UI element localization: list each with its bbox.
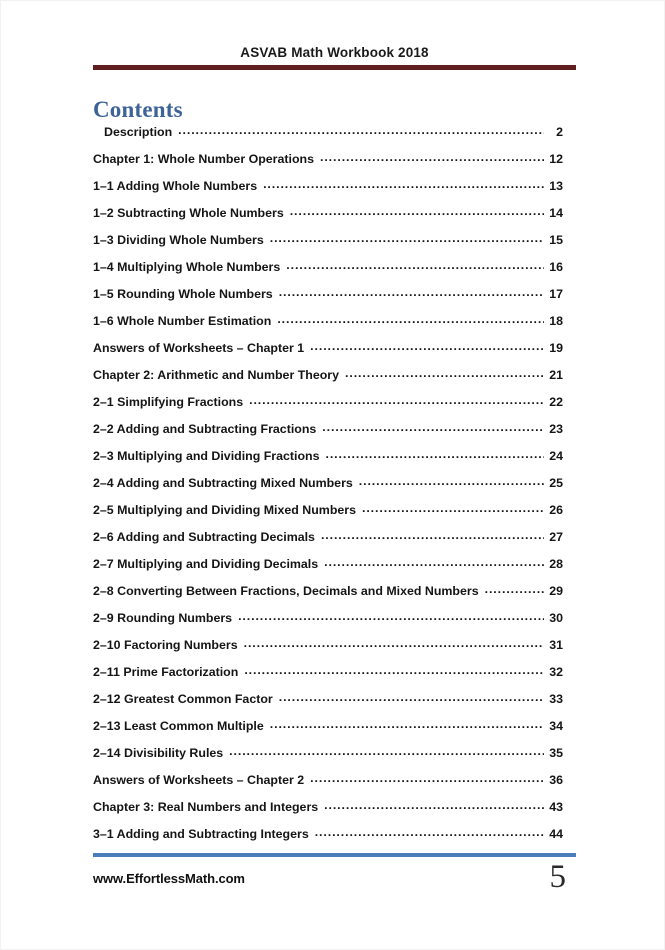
toc-entry-label: Chapter 2: Arithmetic and Number Theory (93, 368, 340, 382)
toc-entry[interactable] (93, 664, 563, 691)
toc-entry-page-number: 32 (549, 665, 563, 679)
toc-dot-leader (321, 529, 544, 541)
toc-entry[interactable] (93, 475, 563, 502)
toc-dot-leader (244, 637, 544, 649)
toc-dot-leader (178, 124, 544, 136)
toc-entry-page-number: 24 (549, 449, 563, 463)
page-title: Contents (93, 97, 183, 122)
toc-entry-label: 2–6 Adding and Subtracting Decimals (93, 530, 315, 544)
toc-dot-leader (244, 664, 544, 676)
toc-entry[interactable] (93, 826, 563, 853)
toc-entry[interactable] (93, 286, 563, 313)
toc-entry-label: 2–14 Divisibility Rules (93, 746, 224, 760)
toc-entry[interactable] (93, 502, 563, 529)
toc-entry-page-number: 12 (549, 152, 563, 166)
toc-dot-leader (279, 286, 544, 298)
page-header (93, 45, 576, 70)
toc-entry-label: 1–4 Multiplying Whole Numbers (93, 260, 281, 274)
toc-dot-leader (320, 151, 544, 163)
toc-dot-leader (279, 691, 544, 703)
page-number: 5 (549, 859, 566, 895)
toc-entry-label: 2–1 Simplifying Fractions (93, 395, 244, 409)
toc-entry[interactable] (93, 583, 563, 610)
toc-entry-label: 2–13 Least Common Multiple (93, 719, 264, 733)
toc-entry[interactable] (93, 313, 563, 340)
toc-entry-page-number: 28 (549, 557, 563, 571)
toc-entry-page-number: 35 (549, 746, 563, 760)
toc-entry[interactable] (93, 637, 563, 664)
toc-entry-label: Chapter 1: Whole Number Operations (93, 152, 314, 166)
toc-entry-label: Chapter 3: Real Numbers and Integers (93, 800, 319, 814)
toc-dot-leader (359, 475, 544, 487)
toc-dot-leader (362, 502, 544, 514)
toc-entry-page-number: 16 (549, 260, 563, 274)
toc-entry-page-number: 23 (549, 422, 563, 436)
toc-dot-leader (277, 313, 544, 325)
toc-entry[interactable] (93, 745, 563, 772)
toc-entry-page-number: 13 (549, 179, 563, 193)
toc-entry-label: 2–5 Multiplying and Dividing Mixed Numbers (93, 503, 356, 517)
toc-entry-label: 2–9 Rounding Numbers (93, 611, 233, 625)
toc-entry-page-number: 36 (549, 773, 563, 787)
toc-entry-page-number: 34 (549, 719, 563, 733)
toc-entry-label: 2–2 Adding and Subtracting Fractions (93, 422, 317, 436)
toc-entry-label: Answers of Worksheets – Chapter 1 (93, 341, 305, 355)
toc-entry-page-number: 22 (549, 395, 563, 409)
toc-dot-leader (326, 448, 545, 460)
toc-entry[interactable] (93, 691, 563, 718)
toc-entry-label: 3–1 Adding and Subtracting Integers (93, 827, 309, 841)
toc-dot-leader (485, 583, 544, 595)
toc-entry-label: 1–1 Adding Whole Numbers (93, 179, 258, 193)
footer-rule (93, 853, 576, 857)
toc-entry[interactable] (93, 151, 563, 178)
toc-entry-label: 1–6 Whole Number Estimation (93, 314, 272, 328)
toc-entry-page-number: 14 (549, 206, 563, 220)
toc-entry-label: 2–10 Factoring Numbers (93, 638, 238, 652)
toc-entry-page-number: 19 (549, 341, 563, 355)
toc-entry-page-number: 27 (549, 530, 563, 544)
toc-entry[interactable] (93, 205, 563, 232)
toc-dot-leader (286, 259, 544, 271)
header-title: ASVAB Math Workbook 2018 (240, 45, 429, 60)
toc-dot-leader (345, 367, 544, 379)
toc-entry-page-number: 25 (549, 476, 563, 490)
toc-entry-label: 2–8 Converting Between Fractions, Decimals and Mixed Numbers (93, 584, 479, 598)
toc-dot-leader (238, 610, 544, 622)
toc-entry[interactable] (93, 394, 563, 421)
toc-entry-page-number: 33 (549, 692, 563, 706)
toc-entry-page-number: 15 (549, 233, 563, 247)
toc-entry-page-number: 2 (556, 125, 563, 139)
toc-entry-page-number: 31 (549, 638, 563, 652)
toc-entry[interactable] (93, 367, 563, 394)
toc-entry[interactable] (93, 232, 563, 259)
toc-dot-leader (310, 772, 544, 784)
toc-dot-leader (324, 556, 544, 568)
toc-dot-leader (229, 745, 544, 757)
toc-dot-leader (270, 232, 544, 244)
toc-entry[interactable] (93, 610, 563, 637)
toc-entry[interactable] (93, 448, 563, 475)
toc-dot-leader (270, 718, 544, 730)
toc-entry-label: 2–11 Prime Factorization (93, 665, 239, 679)
toc-entry-label: Description (104, 125, 173, 139)
toc-entry-label: 1–3 Dividing Whole Numbers (93, 233, 264, 247)
toc-entry[interactable] (93, 259, 563, 286)
toc-entry-label: 2–3 Multiplying and Dividing Fractions (93, 449, 320, 463)
page-footer (93, 853, 576, 905)
toc-dot-leader (310, 340, 544, 352)
toc-entry-page-number: 30 (549, 611, 563, 625)
toc-entry[interactable] (93, 124, 563, 151)
table-of-contents (93, 124, 563, 853)
toc-entry-page-number: 17 (549, 287, 563, 301)
toc-dot-leader (324, 799, 544, 811)
toc-entry-page-number: 21 (549, 368, 563, 382)
toc-dot-leader (263, 178, 544, 190)
toc-entry[interactable] (93, 718, 563, 745)
toc-entry-page-number: 26 (549, 503, 563, 517)
footer-website: www.EffortlessMath.com (93, 871, 245, 886)
toc-entry-page-number: 44 (549, 827, 563, 841)
toc-entry-label: 2–4 Adding and Subtracting Mixed Numbers (93, 476, 353, 490)
toc-entry[interactable] (93, 340, 563, 367)
toc-entry[interactable] (93, 799, 563, 826)
toc-entry-label: 2–12 Greatest Common Factor (93, 692, 273, 706)
footer-row (93, 859, 576, 905)
toc-entry[interactable] (93, 421, 563, 448)
toc-entry-label: Answers of Worksheets – Chapter 2 (93, 773, 305, 787)
toc-entry[interactable] (93, 772, 563, 799)
toc-dot-leader (315, 826, 544, 838)
toc-entry[interactable] (93, 556, 563, 583)
toc-entry-label: 2–7 Multiplying and Dividing Decimals (93, 557, 319, 571)
toc-entry-page-number: 29 (549, 584, 563, 598)
toc-entry-label: 1–2 Subtracting Whole Numbers (93, 206, 284, 220)
header-rule (93, 65, 576, 70)
toc-entry[interactable] (93, 529, 563, 556)
toc-dot-leader (290, 205, 544, 217)
toc-entry[interactable] (93, 178, 563, 205)
toc-dot-leader (322, 421, 544, 433)
toc-entry-page-number: 18 (549, 314, 563, 328)
toc-dot-leader (249, 394, 544, 406)
toc-entry-page-number: 43 (549, 800, 563, 814)
toc-entry-label: 1–5 Rounding Whole Numbers (93, 287, 273, 301)
